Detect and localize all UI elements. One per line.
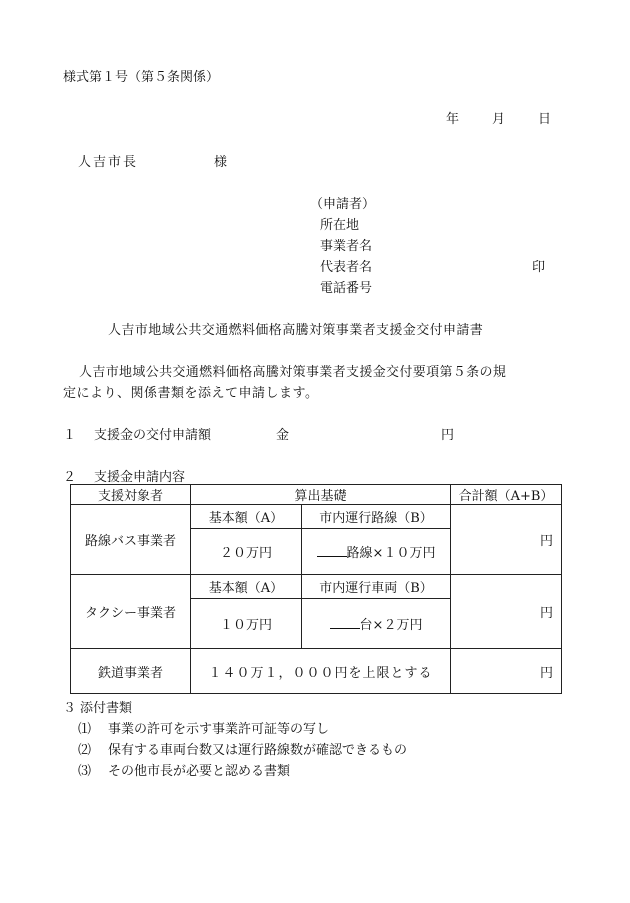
date-month: 月: [492, 112, 506, 127]
form-number: 様式第１号（第５条関係）: [63, 70, 220, 85]
section-1-label: 支援金の交付申請額: [94, 428, 212, 443]
body-line-2: 定により、関係書類を添えて申請します。: [63, 386, 319, 401]
bus-extra-value: 路線×１０万円: [346, 546, 436, 561]
seal-mark: 印: [532, 260, 546, 275]
route-count-blank: [317, 544, 347, 557]
taxi-basic-header: 基本額（A）: [191, 575, 302, 599]
table-row: [71, 649, 562, 694]
attachment-number: ⑴: [78, 722, 92, 737]
section-3-label: 添付書類: [80, 701, 133, 716]
bus-extra-cell: [302, 529, 451, 575]
bus-operator-name: 路線バス事業者: [71, 505, 191, 575]
business-name-label: 事業者名: [320, 239, 373, 254]
vehicle-count-blank: [330, 616, 360, 629]
attachment-text: 保有する車両台数又は運行路線数が確認できるもの: [108, 743, 408, 758]
section-2-label: 支援金申請内容: [94, 470, 186, 485]
attachment-text: 事業の許可を示す事業許可証等の写し: [108, 722, 330, 737]
section-1-number: １: [63, 428, 77, 443]
body-line-1: 人吉市地域公共交通燃料価格高騰対策事業者支援金交付要項第５条の規: [79, 365, 507, 380]
amount-unit: 円: [441, 428, 455, 443]
recipient-name: 人吉市長: [78, 155, 139, 170]
rail-operator-name: 鉄道事業者: [71, 649, 191, 694]
taxi-extra-value: 台×２万円: [359, 618, 423, 633]
taxi-extra-header: 市内運行車両（B）: [302, 575, 451, 599]
taxi-operator-name: タクシー事業者: [71, 575, 191, 649]
table-row: [71, 505, 562, 529]
date-day: 日: [538, 112, 552, 127]
taxi-total-cell: [451, 575, 562, 649]
rail-value: １４０万１，０００円を上限とする: [191, 649, 451, 694]
attachment-text: その他市長が必要と認める書類: [108, 764, 291, 779]
attachment-number: ⑵: [78, 743, 92, 758]
support-table: [70, 484, 562, 694]
table-header-row: [71, 485, 562, 505]
date-year: 年: [446, 112, 460, 127]
bus-basic-value: ２０万円: [191, 529, 302, 575]
document-title: 人吉市地域公共交通燃料価格高騰対策事業者支援金交付申請書: [108, 323, 484, 338]
section-2-number: ２: [63, 470, 77, 485]
header-total: 合計額（A+B）: [451, 485, 562, 505]
bus-total-unit: 円: [540, 534, 554, 549]
table-row: [71, 575, 562, 599]
header-basis: 算出基礎: [191, 485, 451, 505]
header-target: 支援対象者: [71, 485, 191, 505]
bus-total-cell: [451, 505, 562, 575]
phone-label: 電話番号: [320, 281, 373, 296]
rail-total-cell: [451, 649, 562, 694]
taxi-extra-cell: [302, 599, 451, 649]
taxi-basic-value: １０万円: [191, 599, 302, 649]
recipient-honorific: 様: [214, 155, 228, 170]
attachment-number: ⑶: [78, 764, 92, 779]
applicant-heading: （申請者）: [310, 197, 376, 212]
bus-basic-header: 基本額（A）: [191, 505, 302, 529]
section-3-number: ３: [63, 701, 77, 716]
bus-extra-header: 市内運行路線（B）: [302, 505, 451, 529]
address-label: 所在地: [320, 218, 360, 233]
amount-prefix: 金: [276, 428, 290, 443]
representative-label: 代表者名: [320, 260, 373, 275]
rail-total-unit: 円: [540, 665, 554, 681]
taxi-total-unit: 円: [540, 606, 554, 621]
